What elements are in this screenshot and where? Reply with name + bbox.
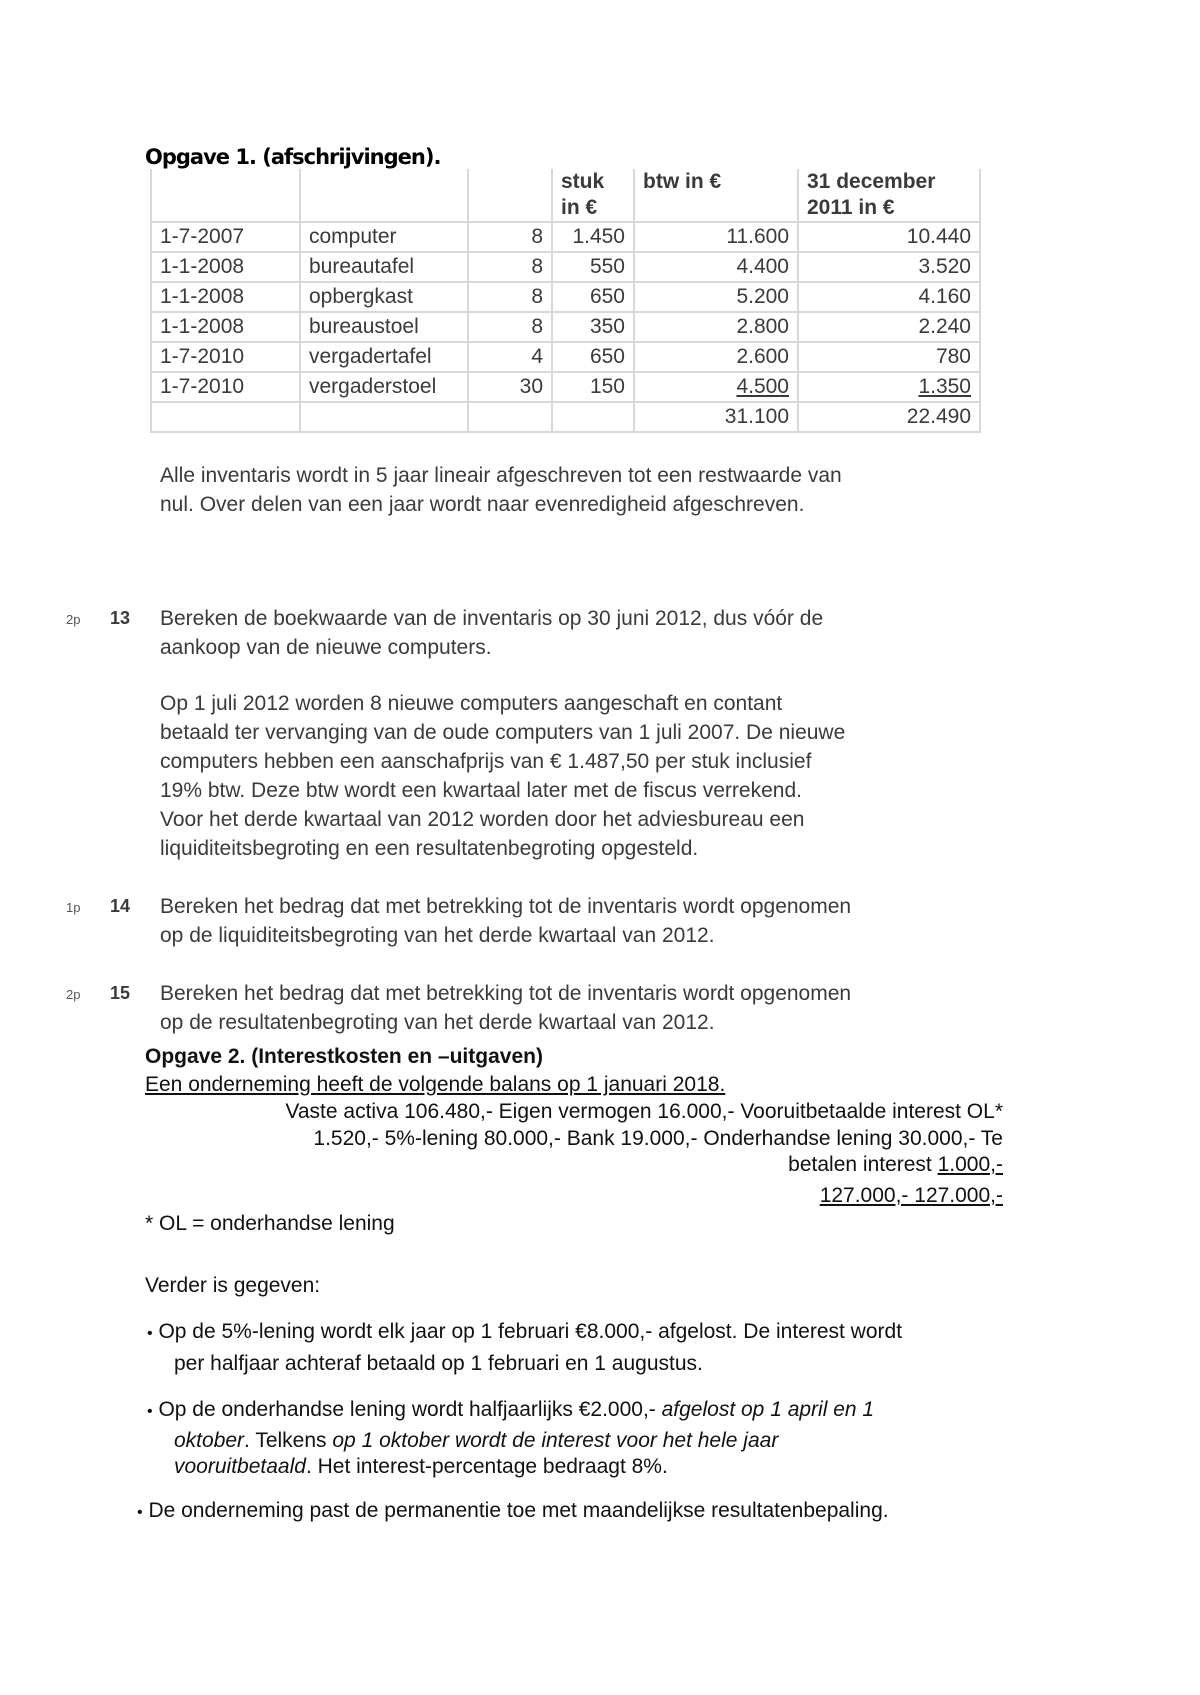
q15-line: op de resultatenbegroting van het derde kwartaal van 2012.: [160, 1011, 715, 1034]
bullet-text-italic: op 1 oktober wordt de interest voor het hele jaar: [332, 1429, 779, 1452]
header-cell: [468, 169, 552, 222]
bullet-text: De onderneming past de permanentie toe met maandelijkse resultatenbepaling.: [148, 1499, 889, 1522]
table-cell: [798, 222, 980, 252]
bullet-text: per halfjaar achteraf betaald op 1 februari en 1 augustus.: [174, 1352, 703, 1375]
q13-line: aankoop van de nieuwe computers.: [160, 636, 492, 659]
table-header-row: [151, 169, 980, 222]
q13-points: 2p: [66, 612, 81, 627]
table-row: [151, 342, 980, 372]
given-label: Verder is gegeven:: [145, 1274, 321, 1297]
bullet-text-italic: afgelost op 1 april en 1: [661, 1398, 875, 1421]
cell-value: 8: [531, 315, 543, 338]
header-cell: 31 december 2011 in €: [798, 169, 980, 222]
header-cell: stuk in €: [552, 169, 634, 222]
cell-value: 8: [531, 225, 543, 248]
balans-line: Vaste activa 106.480,- Eigen vermogen 16.000,- Vooruitbetaalde interest OL*: [285, 1100, 1003, 1123]
bullet-icon: •: [147, 1325, 153, 1342]
cell-value: 4: [531, 345, 543, 368]
table-row: [151, 222, 980, 252]
table-cell: [634, 342, 798, 372]
table-cell: [552, 282, 634, 312]
table-cell: [300, 222, 468, 252]
context-line: Op 1 juli 2012 worden 8 nieuwe computers aangeschaft en contant: [160, 692, 783, 715]
table-cell: [798, 252, 980, 282]
table-cell: [468, 402, 552, 432]
table-cell: [151, 342, 300, 372]
table-cell: [300, 342, 468, 372]
table-cell: [468, 312, 552, 342]
table-row: [151, 372, 980, 402]
cell-value: 31.100: [724, 405, 789, 428]
table-cell: [798, 342, 980, 372]
table-cell: [634, 402, 798, 432]
cell-value: bureautafel: [309, 255, 415, 278]
cell-value: 11.600: [726, 225, 789, 248]
cell-value: 780: [935, 345, 971, 368]
table-cell: [468, 342, 552, 372]
cell-value: 3.520: [918, 255, 971, 278]
table-cell: [300, 312, 468, 342]
table-cell: [151, 402, 300, 432]
table-total-row: [151, 402, 980, 432]
bullet-text-italic: vooruitbetaald: [174, 1455, 306, 1478]
table-cell: [798, 312, 980, 342]
table-cell: [552, 312, 634, 342]
cell-value: 5.200: [736, 285, 789, 308]
balans-totals: 127.000,- 127.000,-: [819, 1184, 1003, 1207]
bullet-text: . Het interest-percentage bedraagt 8%.: [305, 1455, 668, 1478]
bullet-item: [147, 1398, 874, 1422]
q15-points: 2p: [66, 987, 81, 1002]
context-line: liquiditeitsbegroting en een resultatenbegroting opgesteld.: [160, 837, 699, 860]
cell-value: 2.800: [736, 315, 789, 338]
cell-value: bureaustoel: [309, 315, 419, 338]
cell-value: 1-1-2008: [160, 315, 245, 338]
table-cell: [468, 222, 552, 252]
balans-line: 1.520,- 5%-lening 80.000,- Bank 19.000,- Onderhandse lening 30.000,- Te: [313, 1127, 1003, 1150]
table-row: [151, 282, 980, 312]
table-cell: [300, 402, 468, 432]
bullet-icon: •: [147, 1403, 153, 1420]
balans-amount: 1.000,-: [937, 1153, 1003, 1176]
table-cell: [634, 312, 798, 342]
cell-value: 4.160: [918, 285, 971, 308]
cell-value: 1-7-2007: [160, 225, 245, 248]
bullet-icon: •: [137, 1504, 143, 1521]
table-cell: [468, 282, 552, 312]
table-cell: [468, 372, 552, 402]
cell-value: 1-1-2008: [160, 255, 245, 278]
context-line: computers hebben een aanschafprijs van € 1.487,50 per stuk inclusief: [160, 750, 812, 773]
table-cell: [552, 252, 634, 282]
bullet-text: Op de 5%-lening wordt elk jaar op 1 februari €8.000,- afgelost. De interest wordt: [158, 1320, 903, 1343]
table-cell: [151, 312, 300, 342]
q15-line: Bereken het bedrag dat met betrekking tot de inventaris wordt opgenomen: [160, 982, 852, 1005]
table-cell: [151, 252, 300, 282]
header-cell: [151, 169, 300, 222]
balans-line: [788, 1153, 1003, 1177]
cell-value: vergaderstoel: [309, 375, 437, 398]
cell-value: 8: [531, 285, 543, 308]
intro-line: nul. Over delen van een jaar wordt naar evenredigheid afgeschreven.: [160, 493, 805, 516]
bullet-item: [137, 1499, 889, 1523]
cell-value: 1-7-2010: [160, 375, 245, 398]
cell-value: 30: [519, 375, 543, 398]
table-cell: [468, 252, 552, 282]
table-row: [151, 312, 980, 342]
cell-value: 4.500: [736, 375, 789, 398]
table-cell: [634, 372, 798, 402]
header-cell: [300, 169, 468, 222]
cell-value: 2.600: [736, 345, 789, 368]
table-cell: [151, 282, 300, 312]
table-cell: [634, 222, 798, 252]
cell-value: 2.240: [918, 315, 971, 338]
table-row: [151, 252, 980, 282]
q13-line: Bereken de boekwaarde van de inventaris op 30 juni 2012, dus vóór de: [160, 607, 824, 630]
bullet-text: [174, 1429, 778, 1453]
table-cell: [798, 282, 980, 312]
bullet-item: [147, 1320, 902, 1344]
cell-value: 8: [531, 255, 543, 278]
footnote: * OL = onderhandse lening: [145, 1212, 395, 1235]
cell-value: 150: [589, 375, 625, 398]
bullet-text: Op de onderhandse lening wordt halfjaarlijks €2.000,-: [158, 1398, 662, 1421]
table-cell: [552, 222, 634, 252]
table-cell: [552, 342, 634, 372]
table-cell: [552, 402, 634, 432]
cell-value: 350: [589, 315, 625, 338]
context-line: betaald ter vervanging van de oude computers van 1 juli 2007. De nieuwe: [160, 721, 846, 744]
balans-text: betalen interest: [788, 1153, 938, 1176]
cell-value: 1.450: [572, 225, 625, 248]
cell-value: vergadertafel: [309, 345, 432, 368]
cell-value: 4.400: [736, 255, 789, 278]
cell-value: 650: [589, 285, 625, 308]
cell-value: 10.440: [906, 225, 971, 248]
q14-line: op de liquiditeitsbegroting van het derde kwartaal van 2012.: [160, 924, 715, 947]
context-line: Voor het derde kwartaal van 2012 worden door het adviesbureau een: [160, 808, 805, 831]
q13-number: 13: [110, 608, 131, 628]
table-cell: [300, 282, 468, 312]
header-cell: btw in €: [634, 169, 798, 222]
cell-value: computer: [309, 225, 397, 248]
q15-number: 15: [110, 983, 131, 1003]
opgave1-title: Opgave 1. (afschrijvingen).: [145, 145, 441, 169]
table-cell: [552, 372, 634, 402]
q14-points: 1p: [66, 900, 81, 915]
cell-value: 650: [589, 345, 625, 368]
table-cell: [634, 282, 798, 312]
table-cell: [634, 252, 798, 282]
cell-value: 1-1-2008: [160, 285, 245, 308]
cell-value: opbergkast: [309, 285, 413, 308]
table-cell: [300, 252, 468, 282]
table-cell: [798, 372, 980, 402]
inventory-table: [150, 169, 981, 433]
bullet-text: [174, 1455, 668, 1479]
intro-line: Alle inventaris wordt in 5 jaar lineair afgeschreven tot een restwaarde van: [160, 464, 842, 487]
cell-value: 1-7-2010: [160, 345, 245, 368]
cell-value: 550: [589, 255, 625, 278]
q14-line: Bereken het bedrag dat met betrekking tot de inventaris wordt opgenomen: [160, 895, 852, 918]
table-cell: [300, 372, 468, 402]
table-cell: [151, 372, 300, 402]
context-line: 19% btw. Deze btw wordt een kwartaal later met de fiscus verrekend.: [160, 779, 802, 802]
cell-value: 1.350: [918, 375, 971, 398]
opgave2-title: Opgave 2. (Interestkosten en –uitgaven): [145, 1045, 543, 1068]
cell-value: 22.490: [906, 405, 971, 428]
bullet-text-italic: oktober: [174, 1429, 245, 1452]
opgave2-subtitle: Een onderneming heeft de volgende balans op 1 januari 2018.: [145, 1073, 726, 1096]
table-cell: [798, 402, 980, 432]
table-cell: [151, 222, 300, 252]
bullet-text: . Telkens: [244, 1429, 333, 1452]
q14-number: 14: [110, 896, 131, 916]
